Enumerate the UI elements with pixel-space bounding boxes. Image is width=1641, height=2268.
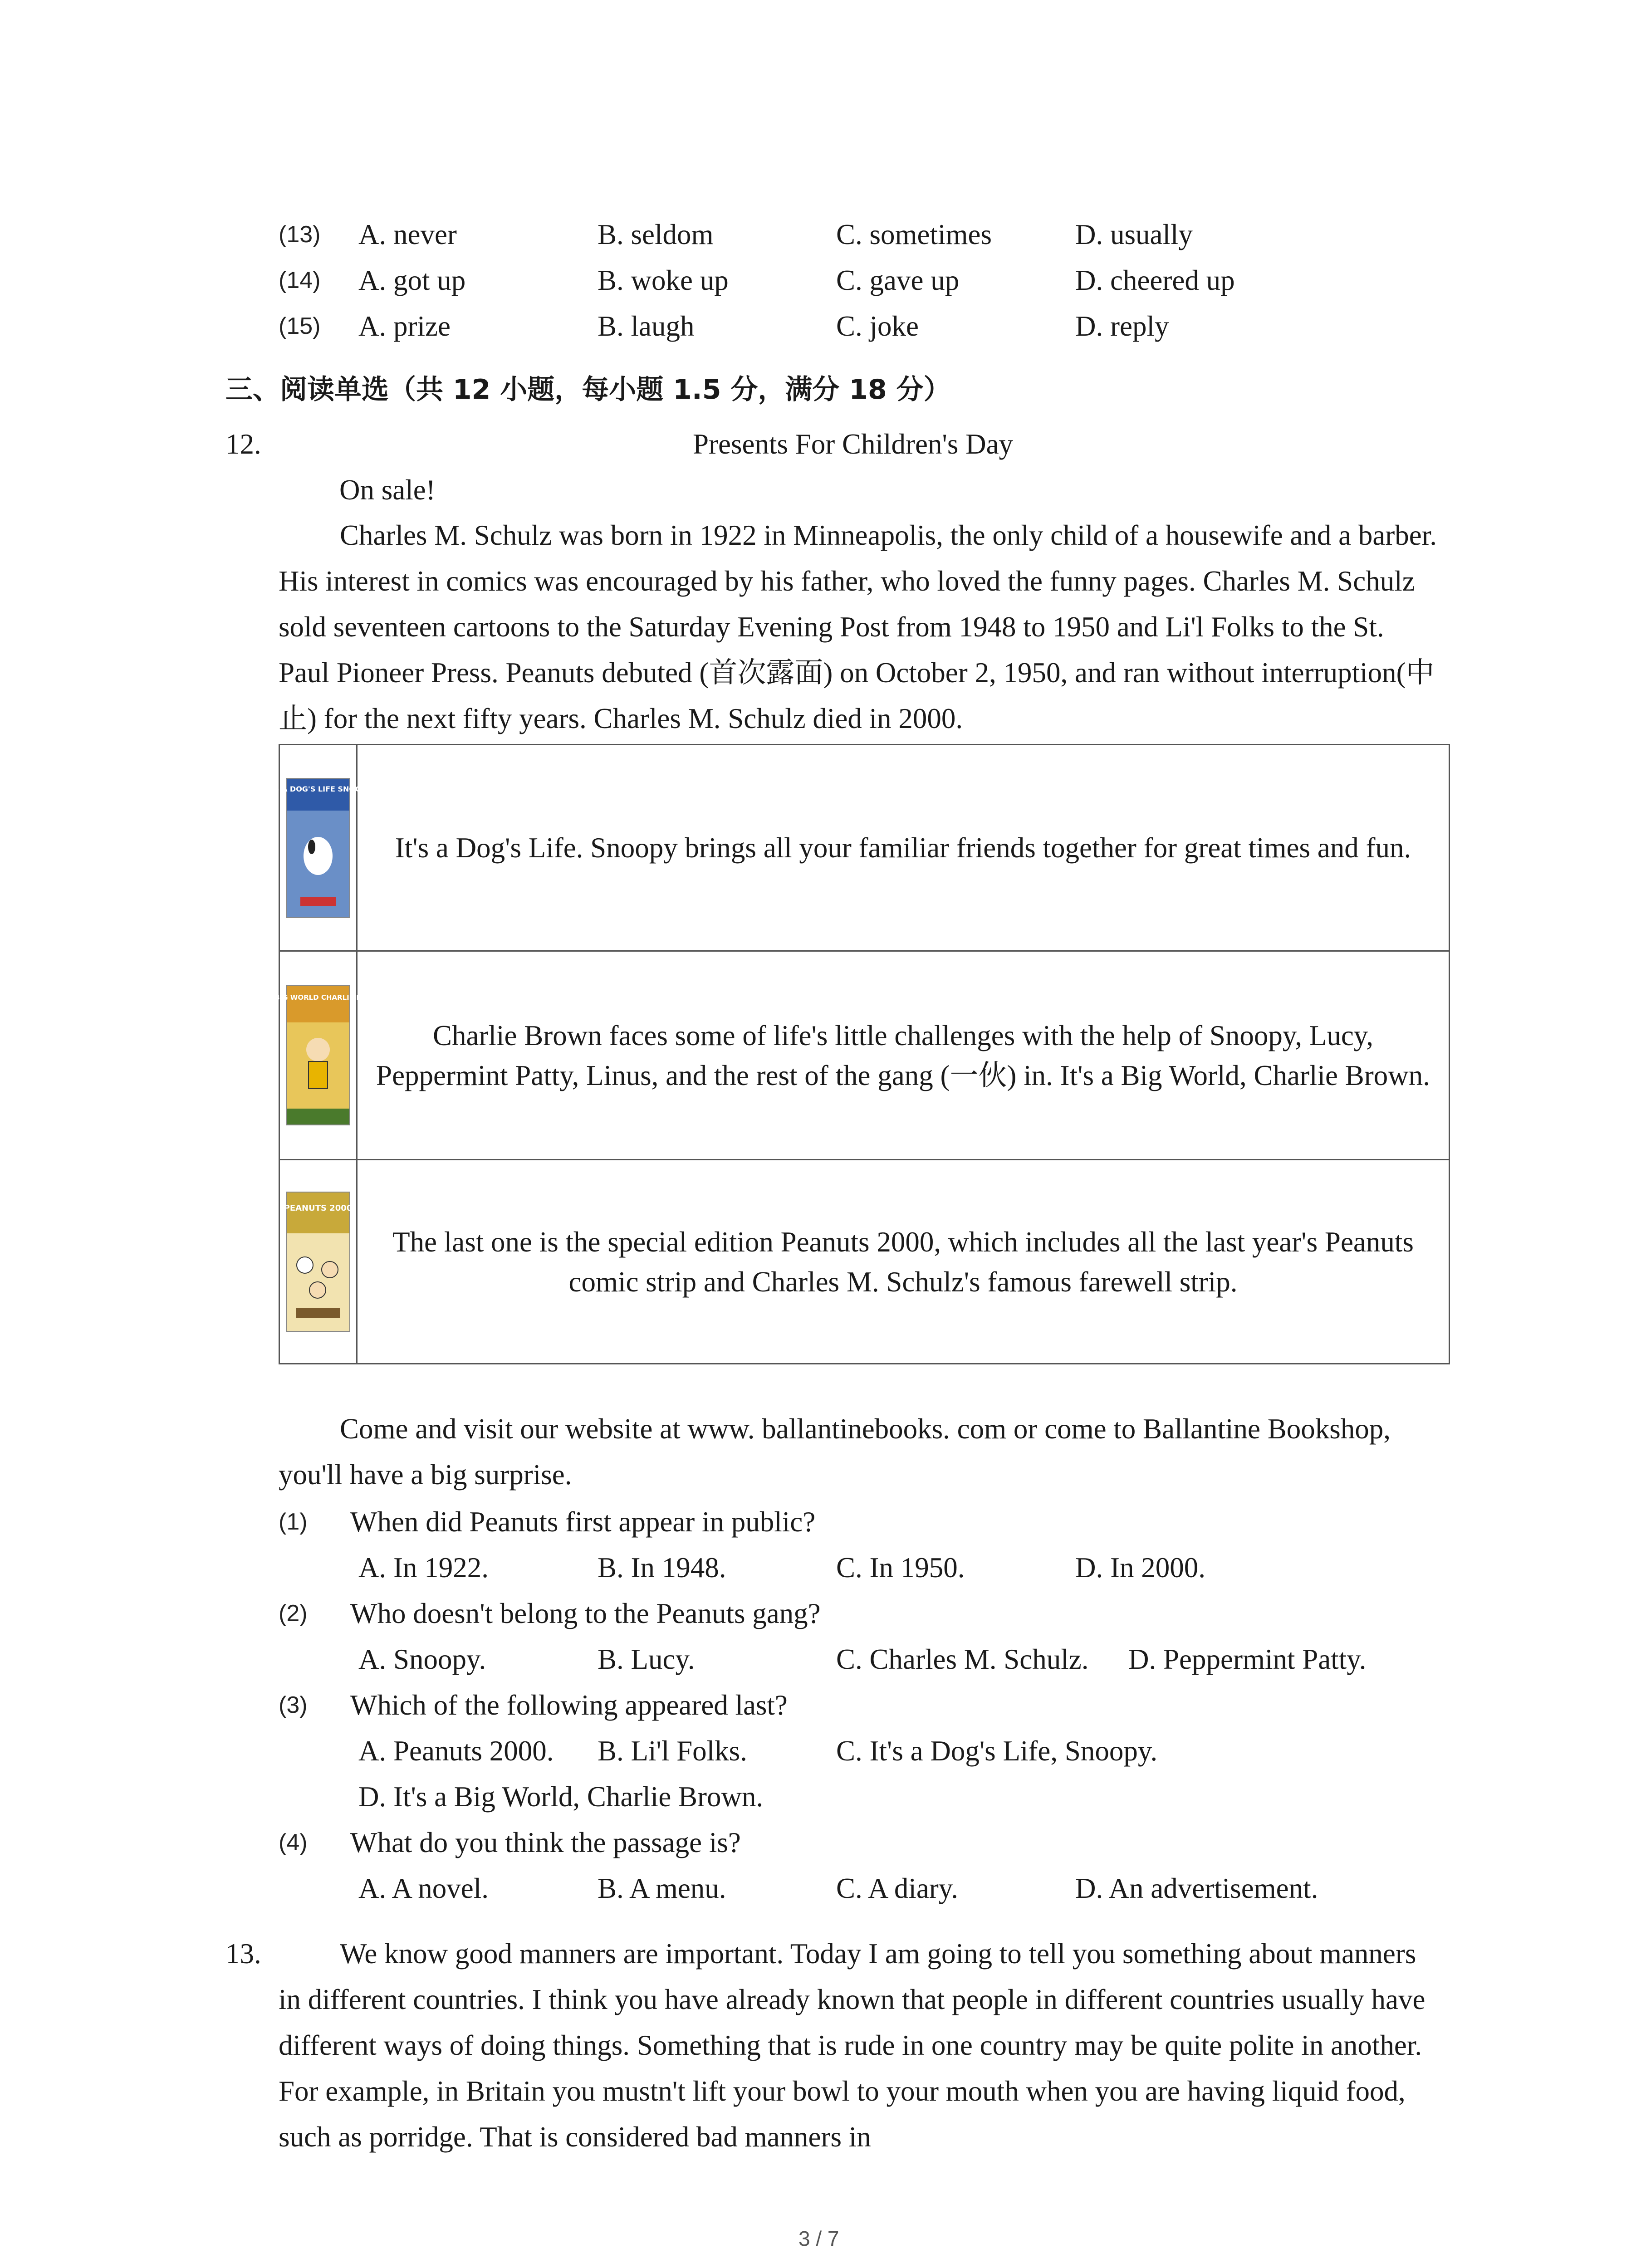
sub-question-number: (1): [279, 1509, 308, 1535]
sub-question-text: Which of the following appeared last?: [350, 1689, 788, 1721]
book-table: [250, 744, 1450, 1364]
option-a: A. prize: [358, 310, 451, 342]
option-a: A. In 1922.: [358, 1552, 489, 1584]
option-a: A. Peanuts 2000.: [358, 1735, 554, 1767]
peanuts-2000-book-cover: [284, 1192, 353, 1332]
option-b: B. Li'l Folks.: [598, 1735, 747, 1767]
charlie-brown-book-cover: [250, 985, 386, 1125]
passage-title: Presents For Children's Day: [693, 428, 1014, 460]
sub-question-number: (2): [279, 1600, 308, 1627]
option-d: D. reply: [1075, 310, 1169, 342]
intro-text: Charles M. Schulz was born in 1922 in Minneapolis, the only child of a housewife and a barber. His interest in comics was encouraged by his father, who loved the funny pages. Charles M. Schulz sold seventeen cartoons to the Saturday Evening Post from 1948 to 1950 and Li'l Folks to the St. Paul Pioneer Press. Peanuts debuted (首次露面) on October 2, 1950, and ran without interruption(中止) for the next fifty years. Charles M. Schulz died in 2000.: [279, 519, 1437, 734]
question-number: (13): [279, 221, 321, 248]
option-c: C. It's a Dog's Life, Snoopy.: [836, 1735, 1158, 1767]
option-c: C. A diary.: [836, 1872, 958, 1904]
intro-paragraph: [279, 513, 1440, 742]
option-a: A. Snoopy.: [358, 1643, 486, 1675]
option-b: B. woke up: [598, 264, 729, 296]
snoopy-book-cover: [264, 778, 372, 918]
sub-question-text: What do you think the passage is?: [350, 1827, 741, 1858]
closing-paragraph: [279, 1406, 1440, 1498]
svg-text:IT'S A BIG WORLD CHARLIE BROWN: IT'S A BIG WORLD CHARLIE BROWN: [250, 993, 386, 1002]
svg-text:IT'S A DOG'S LIFE SNOOPY: IT'S A DOG'S LIFE SNOOPY: [264, 784, 372, 793]
option-a: A. never: [358, 219, 457, 250]
option-d: D. It's a Big World, Charlie Brown.: [358, 1781, 764, 1813]
book-cover-cell: [264, 745, 372, 951]
option-b: B. laugh: [598, 310, 695, 342]
question-number: 13.: [225, 1938, 261, 1970]
option-b: B. In 1948.: [598, 1552, 726, 1584]
book-row: [279, 951, 1450, 1160]
option-d: D. An advertisement.: [1075, 1872, 1318, 1904]
sub-question-number: (4): [279, 1829, 308, 1856]
book-description: Charlie Brown faces some of life's little challenges with the help of Snoopy, Lucy, Peppermint Patty, Linus, and the rest of the gang (一伙) in. It's a Big World, Charlie Brown.: [357, 951, 1450, 1160]
question-number: 12.: [225, 428, 261, 460]
option-b: B. A menu.: [598, 1872, 726, 1904]
book-cover-cell: [250, 951, 386, 1160]
option-c: C. In 1950.: [836, 1552, 965, 1584]
book-row: [279, 1160, 1450, 1364]
option-a: A. A novel.: [358, 1872, 489, 1904]
option-d: D. cheered up: [1075, 264, 1235, 296]
book-row: [279, 745, 1450, 951]
option-c: C. gave up: [836, 264, 960, 296]
q13-text: We know good manners are important. Today I am going to tell you something about manners in different countries. I think you have already known that people in different countries usually have different ways of doing things. Something that is rude in one country may be quite polite in another. For example, in Britain you mustn't lift your bowl to your mouth when you are having liquid food, such as porridge. That is considered bad manners in: [279, 1938, 1425, 2153]
book-cover-cell: [279, 1160, 357, 1364]
option-d: D. usually: [1075, 219, 1193, 250]
option-c: C. sometimes: [836, 219, 992, 250]
option-b: B. Lucy.: [598, 1643, 695, 1675]
book-description: It's a Dog's Life. Snoopy brings all your familiar friends together for great times and fun.: [357, 745, 1450, 951]
sub-question-text: Who doesn't belong to the Peanuts gang?: [350, 1598, 821, 1629]
question-number: (15): [279, 313, 321, 339]
section-heading: 三、阅读单选（共 12 小题，每小题 1.5 分，满分 18 分）: [225, 374, 951, 406]
option-a: A. got up: [358, 264, 466, 296]
closing-text: Come and visit our website at www. ballantinebooks. com or come to Ballantine Bookshop, you'll have a big surprise.: [279, 1413, 1391, 1491]
option-c: C. Charles M. Schulz.: [836, 1643, 1089, 1675]
sub-question-text: When did Peanuts first appear in public?: [350, 1506, 816, 1538]
option-c: C. joke: [836, 310, 919, 342]
option-d: D. Peppermint Patty.: [1128, 1643, 1367, 1675]
question-number: (14): [279, 267, 321, 293]
on-sale-text: On sale!: [339, 474, 436, 506]
book-description: The last one is the special edition Peanuts 2000, which includes all the last year's Peanuts comic strip and Charles M. Schulz's famous farewell strip.: [357, 1160, 1450, 1364]
q13-paragraph: [279, 1931, 1440, 2160]
option-b: B. seldom: [598, 219, 714, 250]
svg-text:PEANUTS 2000: PEANUTS 2000: [284, 1203, 353, 1213]
option-d: D. In 2000.: [1075, 1552, 1205, 1584]
page-number: 3 / 7: [798, 2227, 839, 2250]
sub-question-number: (3): [279, 1692, 308, 1718]
